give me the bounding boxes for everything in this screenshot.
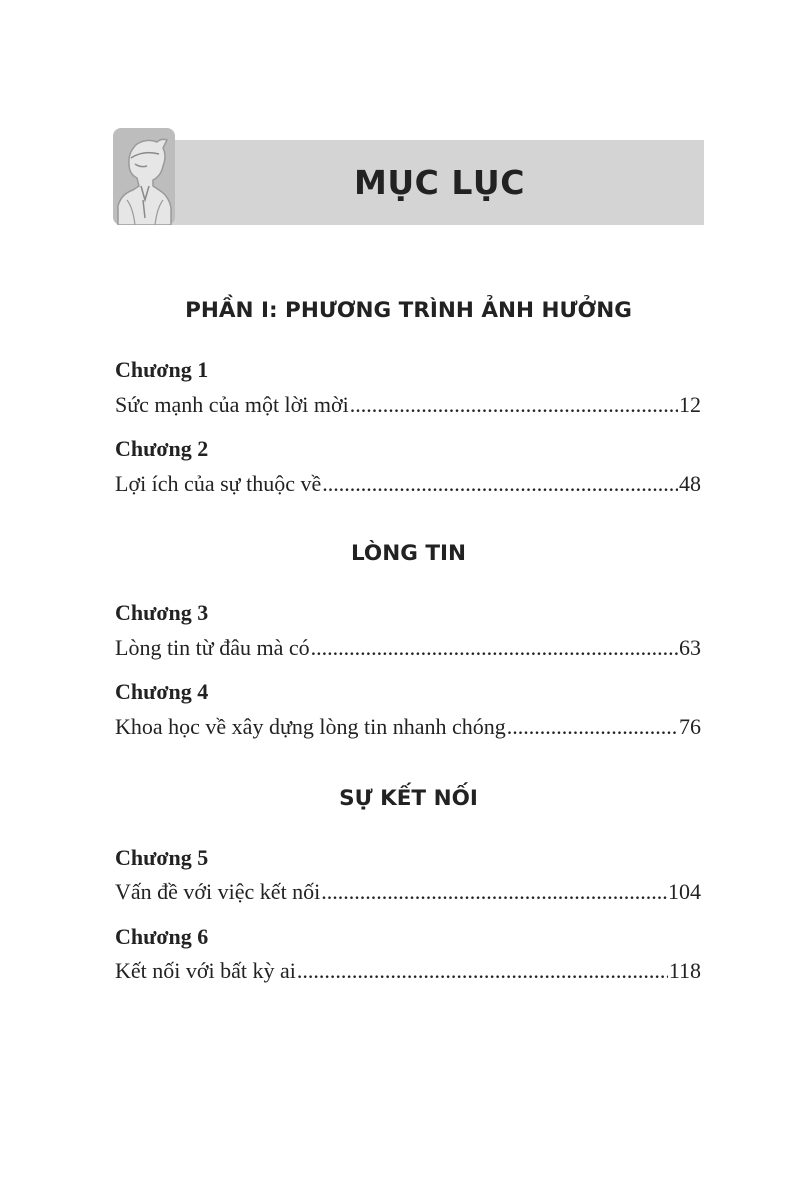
page-title: MỤC LỤC — [354, 163, 525, 202]
chapter-title-4: Khoa học về xây dựng lòng tin nhanh chóng — [115, 714, 506, 739]
toc-entry-2[interactable] — [115, 471, 701, 497]
chapter-title-6: Kết nối với bất kỳ ai — [115, 958, 296, 983]
page-number-5: 104 — [668, 879, 701, 904]
dot-leader — [350, 392, 678, 418]
chapter-label-6: Chương 6 — [115, 924, 209, 949]
dot-leader — [297, 958, 668, 984]
chapter-label-4: Chương 4 — [115, 679, 209, 704]
page-number-2: 48 — [679, 471, 701, 496]
chapter-title-1: Sức mạnh của một lời mời — [115, 392, 349, 417]
section-title-3: SỰ KẾT NỐI — [339, 786, 478, 811]
dot-leader — [311, 635, 678, 661]
toc-entry-5[interactable] — [115, 879, 701, 905]
chapter-label-2: Chương 2 — [115, 436, 209, 461]
chapter-label-3: Chương 3 — [115, 600, 209, 625]
chapter-title-2: Lợi ích của sự thuộc về — [115, 471, 322, 496]
chapter-title-5: Vấn đề với việc kết nối — [115, 879, 321, 904]
page-number-3: 63 — [679, 635, 701, 660]
chapter-title-3: Lòng tin từ đâu mà có — [115, 635, 310, 660]
page-number-6: 118 — [668, 958, 701, 983]
chapter-label-5: Chương 5 — [115, 845, 209, 870]
chapter-label-1: Chương 1 — [115, 357, 209, 382]
dot-leader — [322, 471, 678, 497]
section-title-1: PHẦN I: PHƯƠNG TRÌNH ẢNH HƯỞNG — [185, 298, 632, 323]
toc-entry-6[interactable] — [115, 958, 701, 984]
page-number-1: 12 — [679, 392, 701, 417]
toc-entry-4[interactable] — [115, 714, 701, 740]
dot-leader — [321, 879, 667, 905]
dot-leader — [507, 714, 678, 740]
toc-entry-1[interactable] — [115, 392, 701, 418]
silhouette-man-icon — [113, 128, 175, 225]
toc-entry-3[interactable] — [115, 635, 701, 661]
page-number-4: 76 — [679, 714, 701, 739]
section-title-2: LÒNG TIN — [351, 541, 466, 566]
